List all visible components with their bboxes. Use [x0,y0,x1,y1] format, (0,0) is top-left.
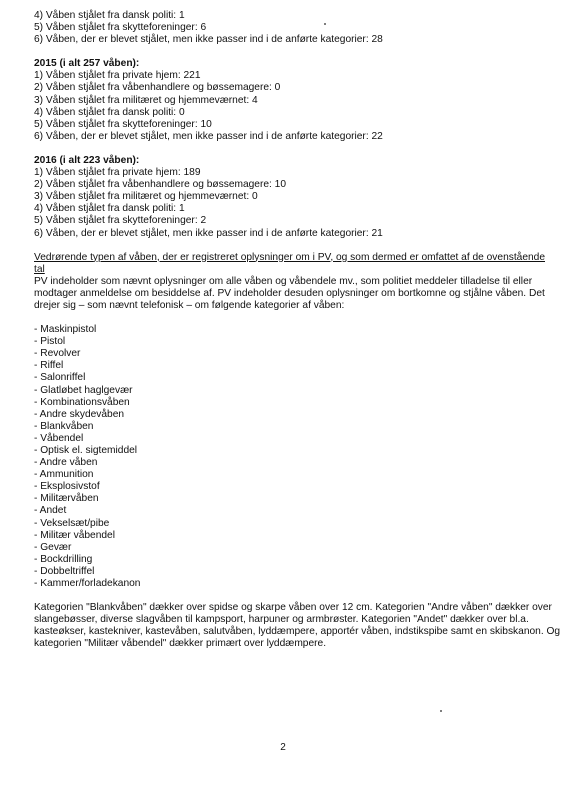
paragraph-line: kategorien "Militær våbendel" dækker primært over lyddæmpere. [34,638,327,650]
paragraph-line: slangebøsser, diverse slagvåben til kampsport, harpuner og armbrøster. Kategorien "Andet" dækker over bl.a. [34,614,529,626]
category-item: - Våbendel [34,432,84,444]
list-item: 6) Våben, der er blevet stjålet, men ikke passer ind i de anførte kategorier: 21 [34,227,383,239]
category-item: - Kombinationsvåben [34,396,130,408]
list-item: 6) Våben, der er blevet stjålet, men ikke passer ind i de anførte kategorier: 22 [34,130,383,142]
category-item: - Salonriffel [34,372,86,384]
category-item: - Bockdrilling [34,553,93,565]
paragraph-line: kasteøkser, kastekniver, kastevåben, salutvåben, lyddæmpere, apportér våben, indstikspibe samt en skibskanon. Og [34,626,561,638]
document-page [34,10,561,651]
list-item: 1) Våben stjålet fra private hjem: 221 [34,70,201,82]
category-item: - Militær våbendel [34,529,115,541]
section-2015-list [34,70,544,143]
category-item: - Militærvåben [34,493,99,505]
section-2016-list [34,167,544,240]
list-item: 1) Våben stjålet fra private hjem: 189 [34,167,201,179]
category-item: - Optisk el. sigtemiddel [34,445,138,456]
category-item: - Eksplosivstof [34,481,100,493]
category-item: - Maskinpistol [34,324,97,336]
category-item: - Gevær [34,541,72,553]
weapon-category-list [34,324,544,590]
paragraph-line: modtager anmeldelse om besiddelse af. PV indeholder desuden oplysninger om bortkomne og stjålne våben. Det [34,287,545,299]
list-item: 4) Våben stjålet fra dansk politi: 1 [34,10,185,21]
pv-heading-line-1: Vedrørende typen af våben, der er registreret oplysninger om i PV, og som dermed er omfattet af de ovenstående [34,251,545,263]
scan-speck [324,23,326,25]
list-item: 5) Våben stjålet fra skytteforeninger: 2 [34,215,207,227]
pv-heading-line-2: tal [34,263,45,275]
pv-body [34,276,544,312]
page-number: 2 [280,742,286,753]
pv-section [34,251,561,651]
category-item: - Vekselsæt/pibe [34,517,110,529]
section-2015-heading: 2015 (i alt 257 våben): [34,58,140,70]
category-item: - Pistol [34,336,66,348]
list-item: 5) Våben stjålet fra skytteforeninger: 6 [34,22,207,34]
category-item: - Blankvåben [34,420,94,432]
paragraph-line: drejer sig – som nævnt telefonisk – om følgende kategorier af våben: [34,299,345,311]
list-item: 6) Våben, der er blevet stjålet, men ikke passer ind i de anførte kategorier: 28 [34,34,383,46]
category-item: - Andre våben [34,457,98,469]
list-item: 3) Våben stjålet fra militæret og hjemmeværnet: 4 [34,94,258,106]
section-2015 [34,58,544,143]
category-item: - Riffel [34,360,64,372]
list-item: 5) Våben stjålet fra skytteforeninger: 10 [34,118,212,130]
paragraph-line: Kategorien "Blankvåben" dækker over spidse og skarpe våben over 12 cm. Kategorien "Andre våben" dækker over [34,602,552,614]
section-2016 [34,155,544,240]
list-item: 2) Våben stjålet fra våbenhandlere og bøssemagere: 10 [34,179,287,191]
paragraph-line: PV indeholder som nævnt oplysninger om alle våben og våbendele mv., som politiet meddeler tilladelse til eller [34,275,533,287]
category-item: - Andet [34,505,67,517]
section-2014-tail [34,10,544,46]
category-item: - Revolver [34,348,81,360]
scan-speck [440,710,442,712]
category-item: - Dobbeltriffel [34,565,95,577]
category-item: - Ammunition [34,469,94,481]
list-item: 4) Våben stjålet fra dansk politi: 0 [34,106,185,118]
list-item: 4) Våben stjålet fra dansk politi: 1 [34,203,185,215]
pv-closing-paragraph [34,602,561,650]
list-item: 3) Våben stjålet fra militæret og hjemmeværnet: 0 [34,191,258,203]
section-2016-heading: 2016 (i alt 223 våben): [34,154,140,166]
category-item: - Glatløbet haglgevær [34,384,133,396]
category-item: - Andre skydevåben [34,408,125,420]
list-item: 2) Våben stjålet fra våbenhandlere og bøssemagere: 0 [34,82,281,94]
category-item: - Kammer/forladekanon [34,578,141,590]
